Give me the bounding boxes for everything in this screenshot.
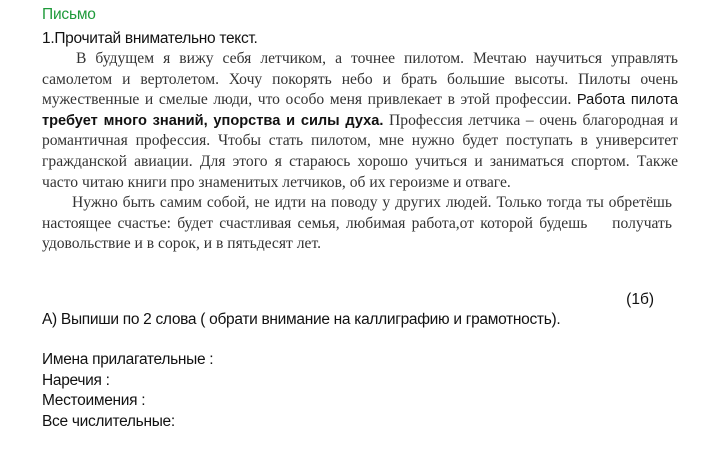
- answer-line-adverbs: Наречия :: [42, 371, 110, 389]
- task-title: 1.Прочитай внимательно текст.: [42, 30, 258, 47]
- answer-line-adjectives: Имена прилагательные :: [42, 351, 214, 368]
- paragraph-2: Нужно быть самим собой, не идти на поводу у других людей. Только тогда ты обретёшь настоящее счастье: будет счастливая семья, любимая работа,от которой будешь получать удовольствие и в сорок, и в пятьдесят лет.: [42, 194, 676, 253]
- answer-line-pronouns: Местоимения :: [42, 392, 146, 409]
- paragraph-1-text-end: Профессия летчика – очень благородная и романтичная профессия. Чтобы стать пилотом, мне нужно будет поступать в университет гражданской авиации. Для этого я стараюсь хорошо учиться и заниматься спортом. Также часто читаю книги про знаменитых летчиков, об их героизме и отваге.: [42, 111, 678, 191]
- section-title: Письмо: [42, 6, 96, 23]
- task-question: А) Выпиши по 2 слова ( обрати внимание на каллиграфию и грамотность).: [42, 311, 561, 328]
- answer-lines: [42, 350, 213, 432]
- paragraph-1: [42, 49, 678, 193]
- reading-text: [42, 49, 678, 255]
- paragraph-1-highlight-start: Работа пилота: [576, 92, 678, 109]
- score-label: (1б): [626, 291, 654, 308]
- paragraph-1-highlight-bold: требует много знаний, упорства и силы духа.: [42, 112, 384, 129]
- answer-line-numerals: Все числительные:: [42, 412, 175, 430]
- paragraph-1-text-start: В будущем я вижу себя летчиком, а точнее пилотом. Мечтаю научиться управлять самолетом и вертолетом. Хочу покорять небо и брать большие высоты. Пилоты очень мужественные и смелые люди, что особо меня привлекает в этой профессии.: [42, 50, 678, 109]
